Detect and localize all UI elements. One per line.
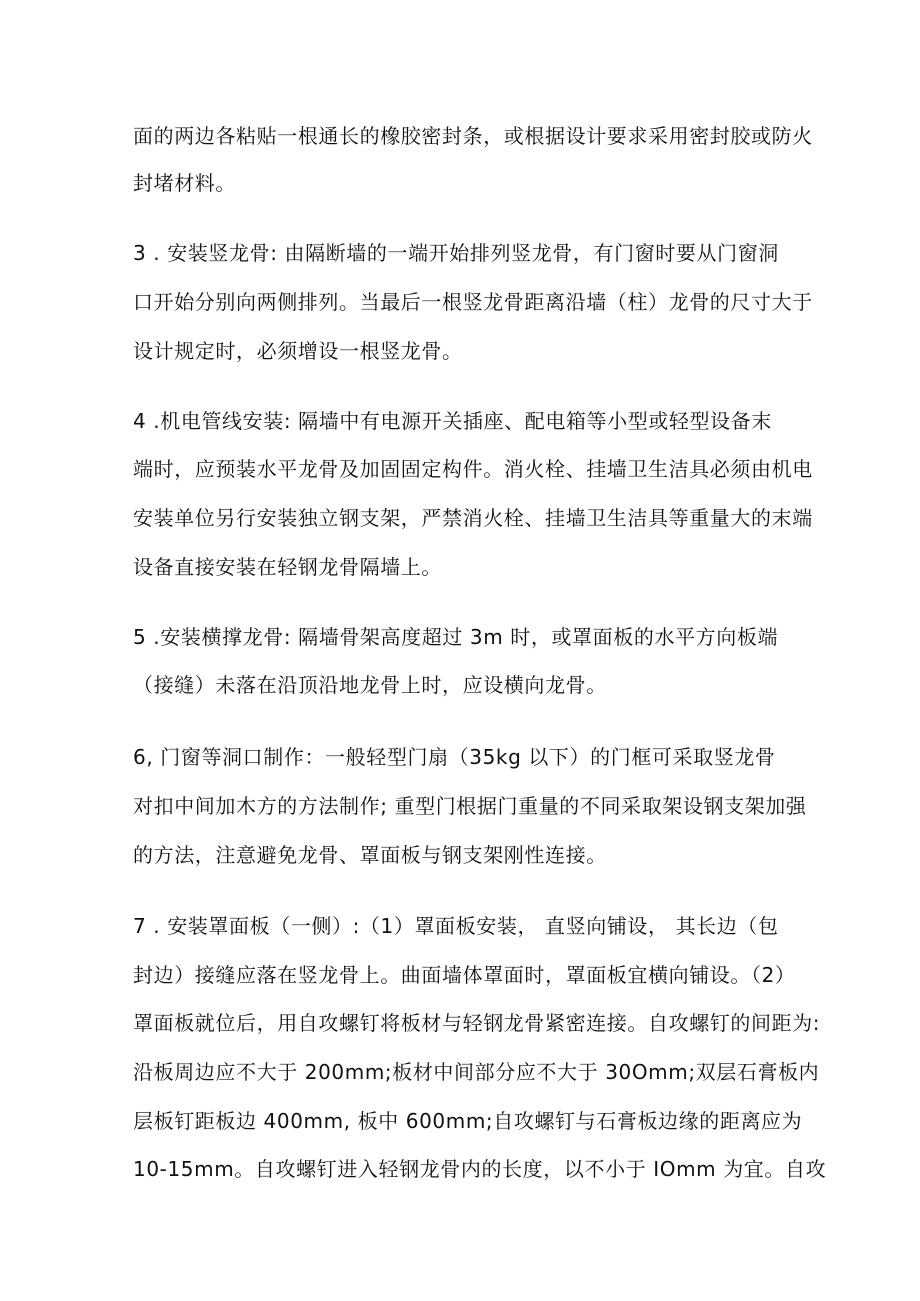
text-line: 罩面板就位后，用自攻螺钉将板材与轻钢龙骨紧密连接。自攻螺钉的间距为: (133, 1011, 821, 1035)
text-line: 的方法，注意避免龙骨、罩面板与钢支架刚性连接。 (133, 843, 607, 867)
text-line: 口开始分别向两侧排列。当最后一根竖龙骨距离沿墙（柱）龙骨的尺寸大于 (133, 290, 813, 314)
text-line: 3 . 安装竖龙骨: 由隔断墙的一端开始排列竖龙骨，有门窗时要从门窗洞 (133, 241, 779, 265)
text-line: 面的两边各粘贴一根通长的橡胶密封条，或根据设计要求采用密封胶或防火 (133, 124, 813, 148)
text-line: 对扣中间加木方的方法制作; 重型门根据门重量的不同采取架设钢支架加强 (133, 794, 807, 818)
text-line: 4 .机电管线安装: 隔墙中有电源开关插座、配电箱等小型或轻型设备末 (133, 409, 772, 433)
text-line: 设计规定时，必须增设一根竖龙骨。 (133, 339, 463, 363)
text-line: 安装单位另行安装独立钢支架，严禁消火栓、挂墙卫生洁具等重量大的末端 (133, 506, 813, 530)
text-line: 沿板周边应不大于 200mm;板材中间部分应不大于 30Omm;双层石膏板内 (133, 1060, 820, 1084)
text-line: 设备直接安装在轻钢龙骨隔墙上。 (133, 555, 442, 579)
text-line: 5 .安装横撑龙骨: 隔墙骨架高度超过 3m 时，或罩面板的水平方向板端 (133, 625, 779, 649)
text-line: 封堵材料。 (133, 171, 236, 195)
text-line: 7 . 安装罩面板（一侧）:（1）罩面板安装， 直竖向铺设， 其长边（包 (133, 914, 779, 938)
text-line: 10-15mm。自攻螺钉进入轻钢龙骨内的长度，以不小于 IOmm 为宜。自攻 (133, 1157, 827, 1181)
text-line: 6, 门窗等洞口制作：一般轻型门扇（35kg 以下）的门框可采取竖龙骨 (133, 745, 776, 769)
text-line: 封边）接缝应落在竖龙骨上。曲面墙体罩面时，罩面板宜横向铺设。（2） (133, 963, 796, 987)
text-line: （接缝）未落在沿顶沿地龙骨上时，应设横向龙骨。 (133, 673, 607, 697)
text-line: 端时，应预装水平龙骨及加固固定构件。消火栓、挂墙卫生洁具必须由机电 (133, 457, 813, 481)
text-line: 层板钉距板边 400mm, 板中 600mm;自攻螺钉与石膏板边缘的距离应为 (133, 1109, 803, 1133)
